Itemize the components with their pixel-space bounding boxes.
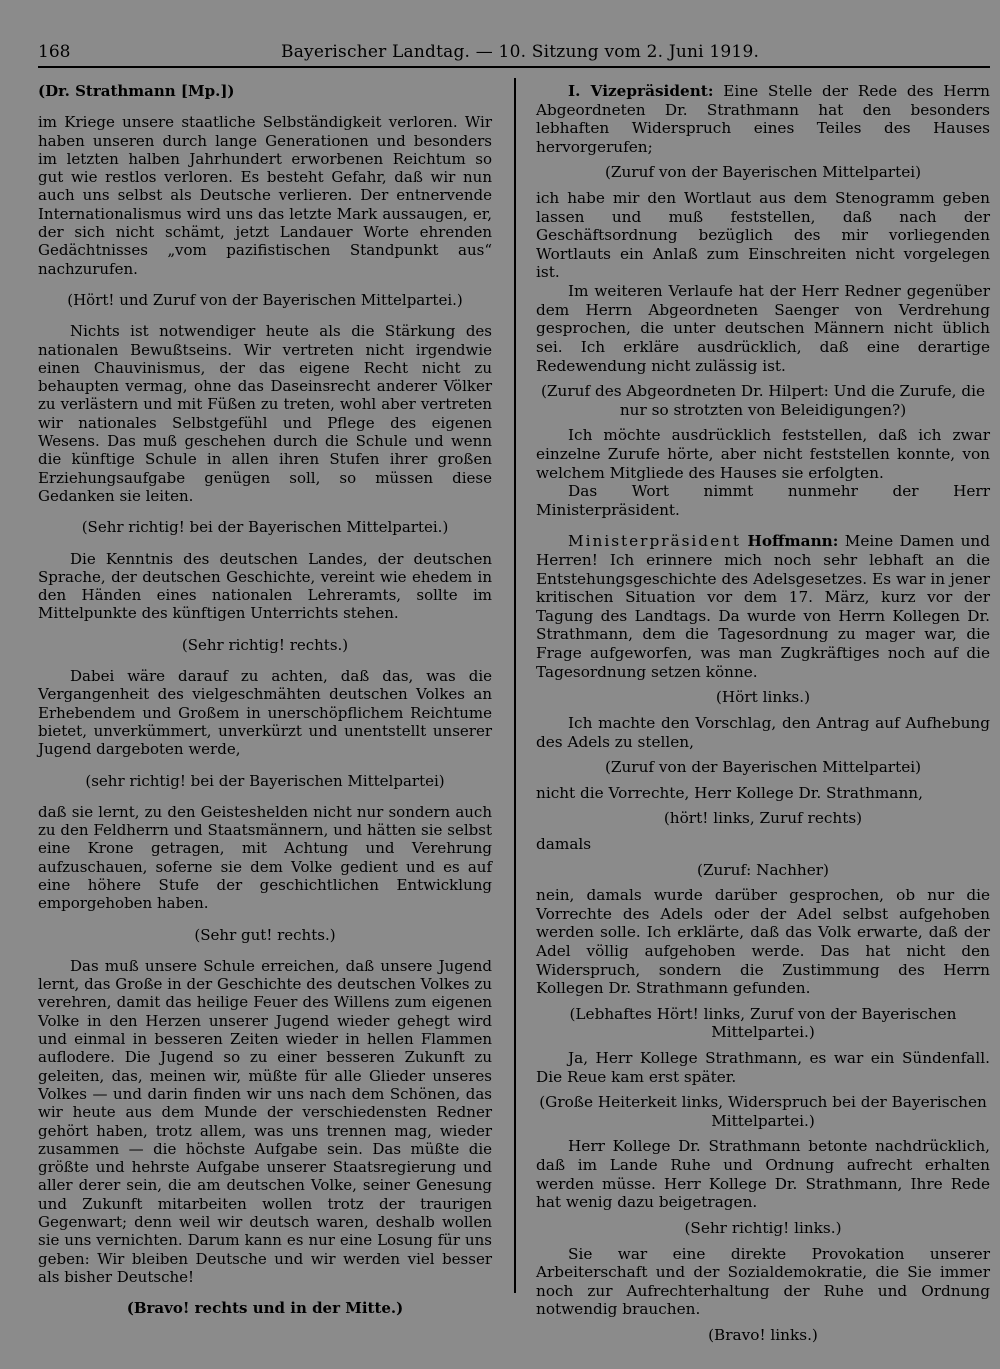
interjection: (Bravo! links.) — [708, 1325, 818, 1344]
interjection: (Zuruf von der Bayerischen Mittelpartei) — [604, 758, 922, 777]
paragraph: Ich möchte ausdrücklich feststellen, daß ich zwar einzelne Zurufe hörte, aber nicht feststellen konnte, von welchem Mitgliede des Hauses sie erfolgten. — [536, 426, 990, 482]
interjection: (Hört! und Zuruf von der Bayerischen Mittelpartei.) — [67, 290, 463, 309]
interjection: (Bravo! rechts und in der Mitte.) — [126, 1299, 404, 1318]
paragraph: Herr Kollege Dr. Strathmann betonte nachdrücklich, daß im Lande Ruhe und Ordnung aufrecht erhalten werden müsse. Herr Kollege Dr. Strathmann, Ihre Rede hat wenig dazu beigetragen. — [536, 1137, 990, 1212]
vice-president-label: I. Vizepräsident: — [568, 82, 714, 100]
paragraph: Nichts ist notwendiger heute als die Stärkung des nationalen Bewußtseins. Wir vertreten nicht irgendwie einen Chauvinismus, der das eigene Recht nicht zu behaupten vermag, ohne das Daseinsrecht anderer Völker zu verlästern und mit Füßen zu treten, wohl aber vertreten wir nationales Selbstgefühl und Pflege des eigenen Wesens. Das muß geschehen durch die Schule und wenn die künftige Schule in allen ihren Stufen ihrer großen Erziehungsaufgabe genügen soll, so müssen diese Gedanken sie leiten. — [38, 322, 492, 505]
paragraph: im Kriege unsere staatliche Selbständigkeit verloren. Wir haben unseren durch lange Generationen und besonders im letzten halben Jahrhundert erworbenen Reichtum so gut wie restlos verloren. Es besteht Gefahr, daß wir nun auch uns selbst als Deutsche verlieren. Der entnervende Internationalismus wird uns das letzte Mark aussaugen, er, der sich nicht schämt, jetzt Landauer Worte ehrenden Gedächtnisses „vom pazifistischen Standpunkt aus“ nachzurufen. — [38, 113, 492, 278]
interjection: (Sehr richtig! links.) — [684, 1218, 842, 1237]
interjection: (Zuruf des Abgeordneten Dr. Hilpert: Und die Zurufe, die nur so strotzten von Beleidigungen?) — [540, 382, 986, 419]
header-rule — [38, 66, 990, 68]
speaker-paragraph — [536, 532, 990, 681]
left-column — [38, 82, 492, 1318]
paragraph: Sie war eine direkte Provokation unserer Arbeiterschaft und der Sozialdemokratie, die Sie immer noch zur Aufrechterhaltung der Ruhe und Ordnung notwendig brauchen. — [536, 1244, 990, 1319]
column-divider — [514, 78, 516, 1293]
paragraph: Die Kenntnis des deutschen Landes, der deutschen Sprache, der deutschen Geschichte, vereint wie ehedem in den Händen eines nationalen Lehreramts, sollte im Mittelpunkte des künftigen Unterrichts stehen. — [38, 549, 492, 623]
minister-president-label: Ministerpräsident — [568, 532, 742, 551]
interjection: (Zuruf von der Bayerischen Mittelpartei) — [604, 163, 922, 182]
minister-president-name: Hoffmann: — [747, 532, 839, 551]
page-number: 168 — [38, 42, 71, 62]
paragraph: Ich machte den Vorschlag, den Antrag auf Aufhebung des Adels zu stellen, — [536, 713, 990, 751]
paragraph: nicht die Vorrechte, Herr Kollege Dr. Strathmann, — [536, 783, 923, 802]
page-header — [38, 40, 990, 68]
right-column — [536, 82, 990, 1345]
interjection: (Sehr gut! rechts.) — [194, 925, 336, 944]
interjection: (sehr richtig! bei der Bayerischen Mittelpartei) — [85, 771, 445, 790]
interjection: (Sehr richtig! rechts.) — [181, 635, 349, 654]
interjection: (Große Heiterkeit links, Widerspruch bei der Bayerischen Mittelpartei.) — [539, 1093, 987, 1130]
paragraph: ich habe mir den Wortlaut aus dem Stenogramm geben lassen und muß feststellen, daß nach der Geschäftsordnung bezüglich des mir vorliegenden Wortlauts ein Anlaß zum Einschreiten nicht vorgelegen ist. — [536, 189, 990, 282]
interjection: (hört! links, Zuruf rechts) — [663, 809, 863, 828]
paragraph: nein, damals wurde darüber gesprochen, ob nur die Vorrechte des Adels oder der Adel selbst aufgehoben werden solle. Ich erklärte, daß das Volk erwarte, daß der Adel völlig aufgehoben werde. Das hat nicht den Widerspruch, sondern die Zustimmung des Herrn Kollegen Dr. Strathmann gefunden. — [536, 886, 990, 998]
paragraph: Im weiteren Verlaufe hat der Herr Redner gegenüber dem Herrn Abgeordneten Saenger von Verdrehung gesprochen, die unter deutschen Männern nicht üblich sei. Ich erkläre ausdrücklich, daß eine derartige Redewendung nicht zulässig ist. — [536, 282, 990, 375]
paragraph: Das muß unsere Schule erreichen, daß unsere Jugend lernt, das Große in der Geschichte des deutschen Volkes zu verehren, damit das heilige Feuer des Willens zum eigenen Volke in den Herzen unserer Jugend wieder gehegt wird und einmal in besseren Zeiten wieder in hellen Flammen auflodere. Die Jugend so zu einer besseren Zukunft zu geleiten, das, meinen wir, müßte für alle Glieder unseres Volkes — und darin finden wir uns nach dem Schönen, das wir heute aus dem Munde der verschiedensten Redner gehört haben, trotz allem, was uns trennen mag, wieder zusammen — die höchste Aufgabe sein. Das müßte die größte und hehrste Aufgabe unserer Staatsregierung und aller derer sein, die am deutschen Volke, seiner Genesung und Zukunft mitarbeiten wollen trotz der traurigen Gegenwart; denn weil wir deutsch waren, deshalb wollen sie uns vernichten. Darum kann es nur eine Losung für uns geben: Wir bleiben Deutsche und wir werden viel besser als bisher Deutsche! — [38, 956, 492, 1286]
minister-president-text: Meine Damen und Herren! Ich erinnere mich noch sehr lebhaft an die Entstehungsgeschichte des Adelsgesetzes. Es war in jener kritischen Situation vor dem 17. März, kurz vor der Tagung des Landtags. Da wurde von Herrn Kollegen Dr. Strathmann, dem die Tagesordnung zu mager war, die Frage aufgeworfen, was man Zugkräftiges noch auf die Tagesordnung setzen könne. — [536, 532, 990, 681]
interjection: (Lebhaftes Hört! links, Zuruf von der Bayerischen Mittelpartei.) — [569, 1004, 957, 1042]
paragraph: Ja, Herr Kollege Strathmann, es war ein Sündenfall. Die Reue kam erst später. — [536, 1049, 990, 1086]
interjection: (Sehr richtig! bei der Bayerischen Mittelpartei.) — [81, 518, 449, 537]
running-title: Bayerischer Landtag. — 10. Sitzung vom 2. Juni 1919. — [281, 42, 760, 62]
vice-president-text: Eine Stelle der Rede des Herrn Abgeordneten Dr. Strathmann hat den besonders lebhaften Widerspruch eines Teiles des Hauses hervorgerufen; — [536, 82, 990, 156]
paragraph: Dabei wäre darauf zu achten, daß das, was die Vergangenheit des vielgeschmähten deutschen Volkes an Erhebendem und Großem in unerschöpflichem Reichtume bietet, unverkümmert, unverkürzt und unentstellt unserer Jugend dargeboten werde, — [38, 667, 492, 759]
paragraph: Das Wort nimmt nunmehr der Herr Ministerpräsident. — [536, 482, 990, 519]
speaker-paragraph — [536, 82, 990, 156]
interjection: (Hört links.) — [715, 688, 811, 707]
paragraph: daß sie lernt, zu den Geisteshelden nicht nur sondern auch zu den Feldherrn und Staatsmännern, und hätten sie selbst eine Krone getragen, mit Achtung und Verehrung aufzuschauen, soferne sie dem Volke gedient und es auf eine höhere Stufe der geschichtlichen Entwicklung emporgehoben haben. — [38, 802, 492, 913]
paragraph: damals — [536, 834, 592, 853]
interjection: (Zuruf: Nachher) — [697, 860, 829, 879]
speaker-heading: (Dr. Strathmann [Mp.]) — [38, 82, 235, 100]
